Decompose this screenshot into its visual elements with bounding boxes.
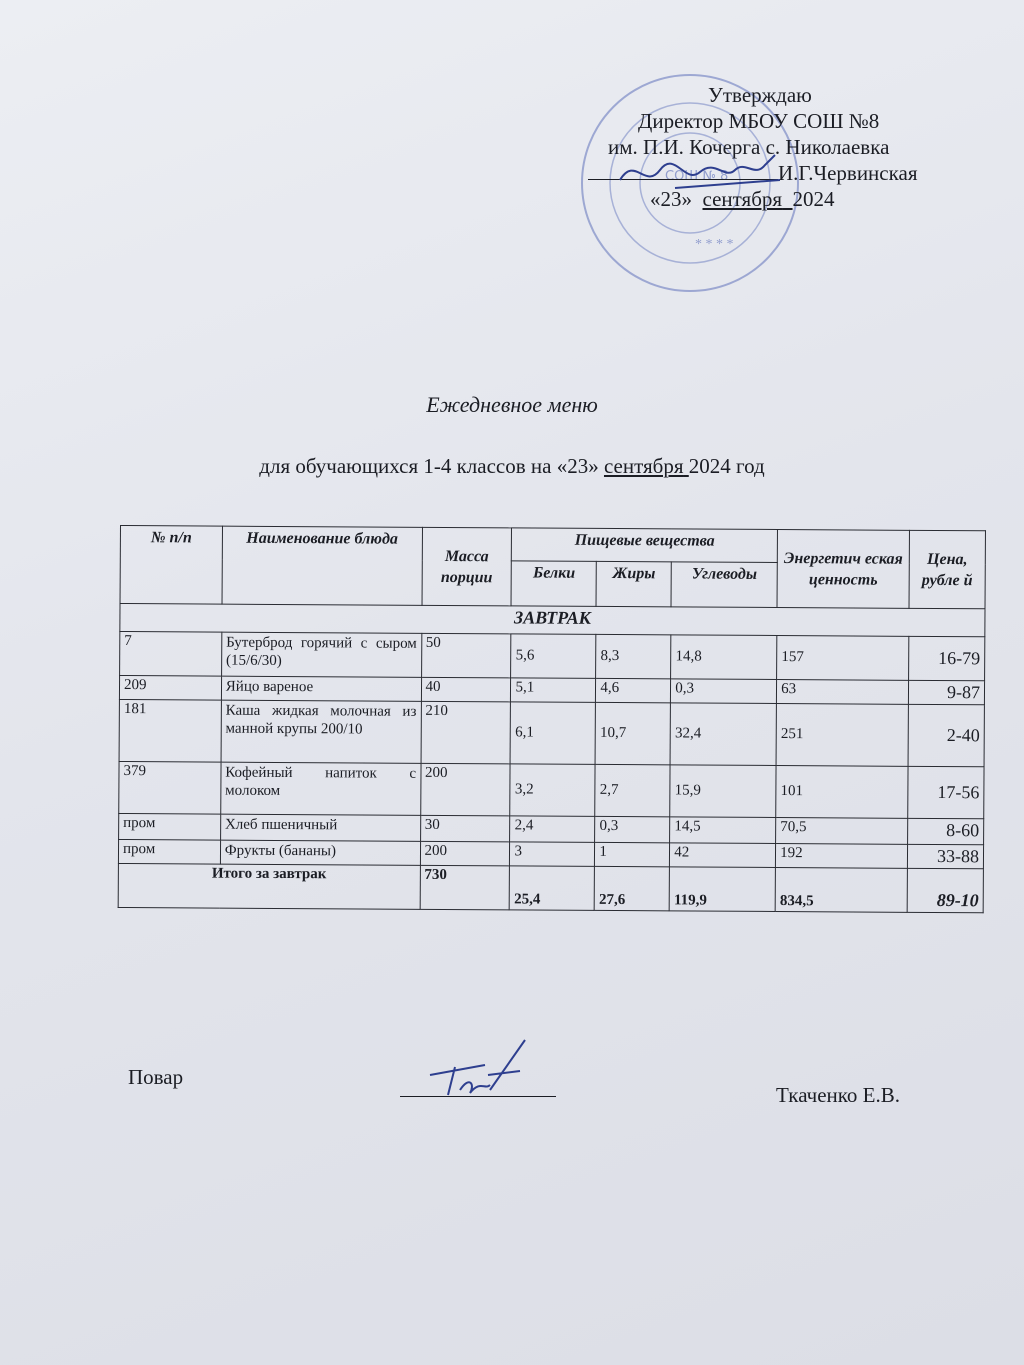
cell-mass: 200 xyxy=(420,841,510,866)
header-mass: Масса порции xyxy=(422,527,512,606)
cell-carbs: 15,9 xyxy=(670,765,776,818)
header-energy: Энергетич еская ценность xyxy=(777,530,909,609)
cell-protein: 3,2 xyxy=(510,764,595,817)
cell-fat: 1 xyxy=(595,842,670,866)
total-energy: 834,5 xyxy=(775,868,907,913)
cell-price: 33-88 xyxy=(907,844,983,868)
cell-num: пром xyxy=(119,813,221,840)
total-mass: 730 xyxy=(420,865,510,910)
page-subtitle xyxy=(0,454,1024,479)
header-protein: Белки xyxy=(511,561,596,607)
table-row xyxy=(120,632,985,681)
svg-text:* * * *: * * * * xyxy=(695,237,734,252)
total-price: 89-10 xyxy=(907,868,983,912)
approval-position: Директор МБОУ СОШ №8 xyxy=(638,109,880,133)
cook-label: Повар xyxy=(128,1065,184,1089)
menu-table xyxy=(118,525,986,913)
cell-carbs: 32,4 xyxy=(670,703,776,766)
director-name: И.Г.Червинская xyxy=(778,161,918,185)
cell-protein: 5,6 xyxy=(511,634,596,679)
cell-name: Фрукты (бананы) xyxy=(220,840,420,865)
cook-name: Ткаченко Е.В. xyxy=(776,1083,901,1107)
cell-energy: 157 xyxy=(777,636,909,681)
table-row xyxy=(119,699,984,766)
cell-mass: 210 xyxy=(421,701,511,764)
director-signature xyxy=(615,150,785,200)
cell-fat: 2,7 xyxy=(595,764,670,816)
subtitle-month: сентября xyxy=(603,454,684,478)
cell-num: 181 xyxy=(119,699,221,762)
cell-fat: 0,3 xyxy=(595,816,670,842)
cell-price: 8-60 xyxy=(908,818,984,844)
table-row xyxy=(119,761,984,818)
cell-energy: 70,5 xyxy=(776,818,908,845)
cell-name: Яйцо вареное xyxy=(221,676,421,701)
page-title: Ежедневное меню xyxy=(426,392,598,417)
cell-protein: 5,1 xyxy=(511,678,596,703)
header-name: Наименование блюда xyxy=(222,526,422,605)
cell-price: 2-40 xyxy=(908,704,984,766)
cell-fat: 8,3 xyxy=(596,634,671,678)
subtitle-prefix: для обучающихся 1-4 классов на «23» xyxy=(259,454,599,478)
total-protein: 25,4 xyxy=(510,866,595,911)
cell-energy: 251 xyxy=(776,704,908,767)
cell-mass: 30 xyxy=(420,815,510,842)
cell-fat: 10,7 xyxy=(595,702,670,764)
cell-energy: 192 xyxy=(776,844,908,869)
total-label: Итого за завтрак xyxy=(118,863,420,909)
cell-carbs: 0,3 xyxy=(671,679,777,704)
cell-carbs: 42 xyxy=(670,843,776,868)
cell-energy: 101 xyxy=(776,766,908,819)
total-fat: 27,6 xyxy=(594,866,669,910)
header-price: Цена, рубле й xyxy=(909,530,985,608)
cell-energy: 63 xyxy=(777,680,909,705)
approval-month: сентября xyxy=(702,187,783,211)
cell-num: 209 xyxy=(119,676,221,701)
cell-protein: 2,4 xyxy=(510,816,595,843)
cell-carbs: 14,5 xyxy=(670,817,776,844)
cell-carbs: 14,8 xyxy=(671,635,777,680)
cell-name: Кофейный напиток с молоком xyxy=(221,762,421,815)
cell-mass: 50 xyxy=(421,633,511,678)
cell-price: 9-87 xyxy=(908,680,984,704)
header-nutrients: Пищевые вещества xyxy=(512,528,778,563)
cell-price: 16-79 xyxy=(909,636,985,680)
approval-school: им. П.И. Кочерга с. Николаевка xyxy=(608,135,890,159)
cell-mass: 200 xyxy=(420,763,510,816)
header-num: № п/п xyxy=(120,526,222,605)
cell-num: пром xyxy=(118,839,220,864)
cook-signature xyxy=(410,1035,550,1105)
cell-protein: 6,1 xyxy=(511,702,596,765)
total-carbs: 119,9 xyxy=(669,867,775,912)
section-breakfast: ЗАВТРАК xyxy=(120,604,985,637)
cell-mass: 40 xyxy=(421,677,511,702)
header-fat: Жиры xyxy=(596,561,671,606)
cell-name: Бутерброд горячий с сыром (15/6/30) xyxy=(221,632,421,677)
cell-name: Каша жидкая молочная из манной крупы 200/10 xyxy=(221,700,421,763)
cell-fat: 4,6 xyxy=(596,678,671,702)
cell-name: Хлеб пшеничный xyxy=(220,814,420,841)
approval-day: «23» xyxy=(650,187,692,211)
approval-heading: Утверждаю xyxy=(708,83,812,107)
subtitle-year: 2024 год xyxy=(688,454,765,478)
svg-text:СОШ № 8: СОШ № 8 xyxy=(665,169,729,184)
cell-protein: 3 xyxy=(510,842,595,867)
approval-year: 2024 xyxy=(792,187,835,211)
header-carbs: Углеводы xyxy=(671,562,777,608)
cell-price: 17-56 xyxy=(908,766,984,818)
cell-num: 379 xyxy=(119,761,221,814)
cell-num: 7 xyxy=(120,632,222,677)
